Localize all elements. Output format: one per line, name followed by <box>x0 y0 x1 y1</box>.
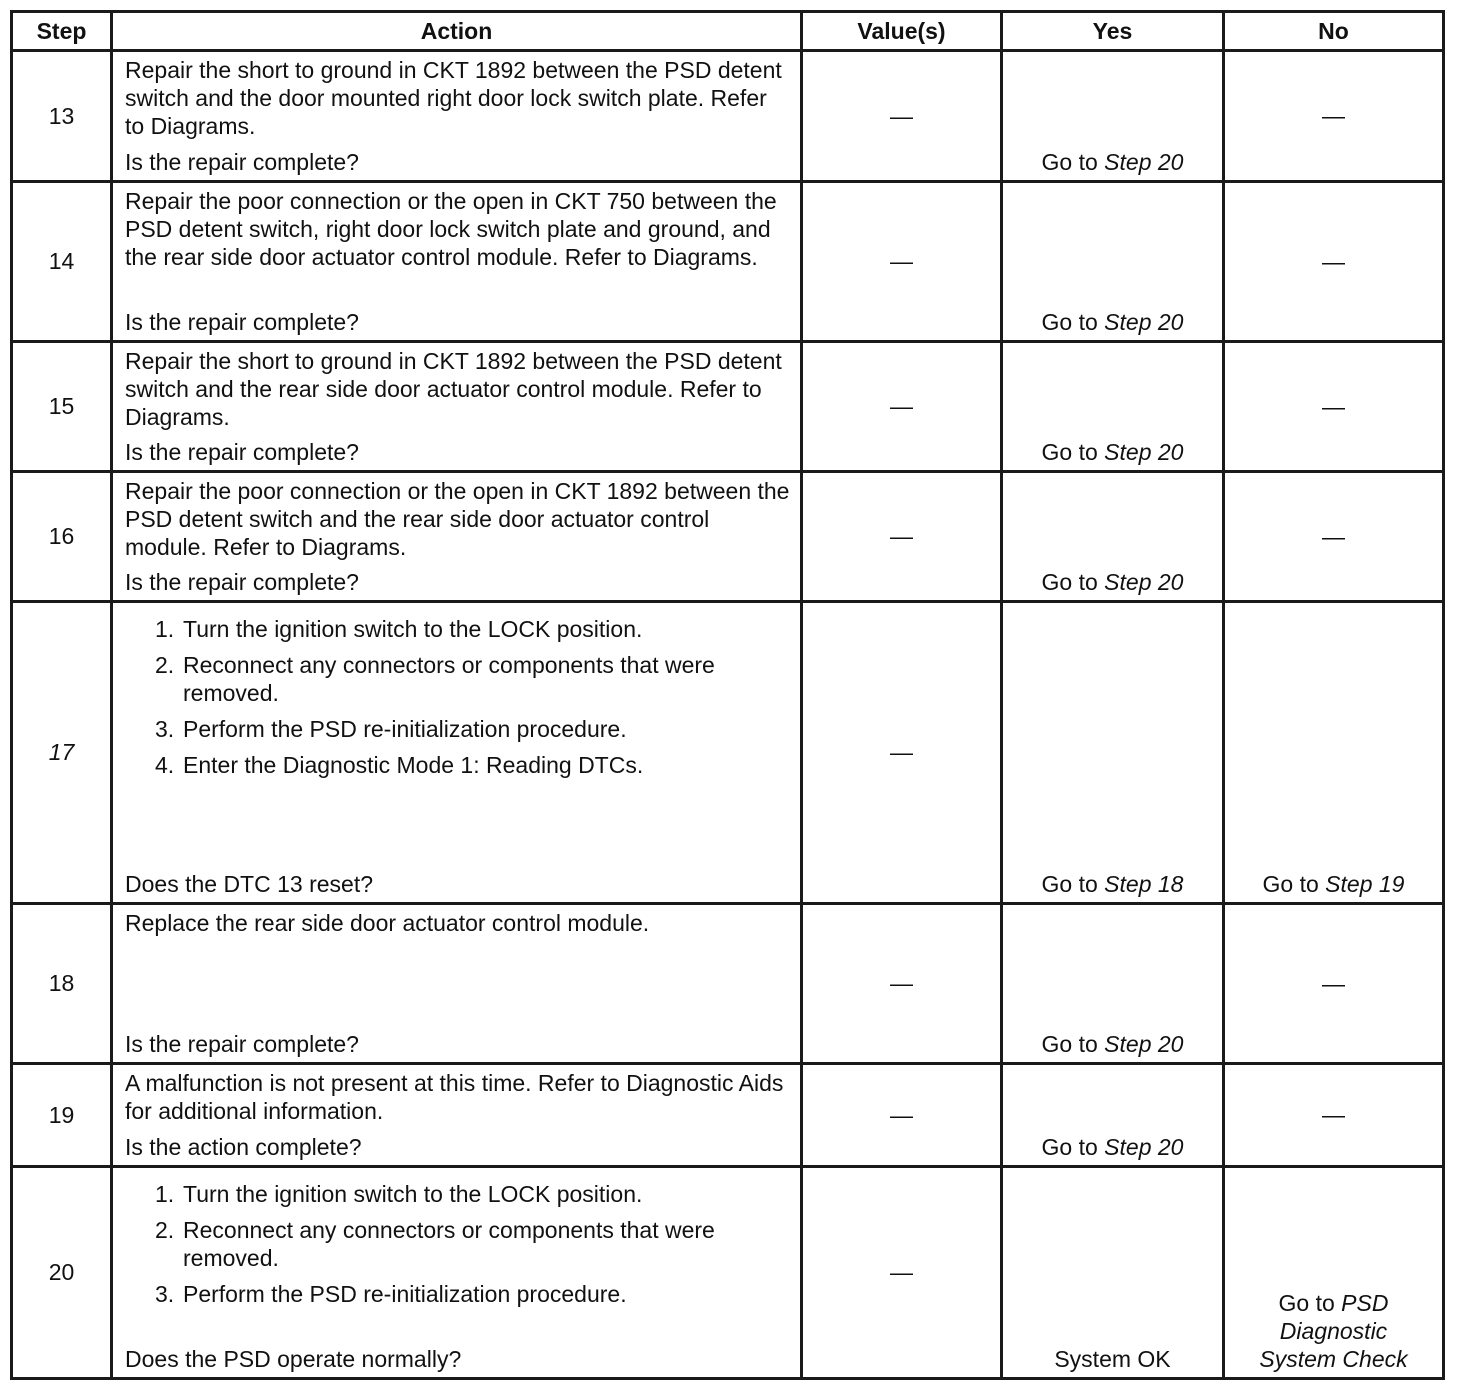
action-text: Repair the poor connection or the open in CKT 1892 between the PSD detent switch and the rear side door actuator control module. Refer to Diagrams. <box>125 478 790 560</box>
list-item <box>155 1180 790 1208</box>
value-cell: — <box>802 182 1002 342</box>
list-item <box>155 1216 790 1272</box>
yes-result <box>1003 1133 1222 1161</box>
action-cell <box>112 342 802 472</box>
yes-cell <box>1002 602 1224 904</box>
action-cell <box>112 602 802 904</box>
list-item <box>155 615 790 643</box>
yes-cell <box>1002 342 1224 472</box>
action-question: Is the repair complete? <box>125 439 359 465</box>
no-result: — <box>1322 970 1345 996</box>
list-item <box>155 1280 790 1308</box>
no-cell <box>1224 472 1444 602</box>
table-row <box>12 602 1444 904</box>
list-item-number: 3. <box>155 1281 175 1307</box>
yes-result <box>1003 1030 1222 1058</box>
table-row <box>12 342 1444 472</box>
list-item-number: 2. <box>155 1217 175 1243</box>
list-item-text: Reconnect any connectors or components that were removed. <box>183 1217 715 1271</box>
yes-target-link[interactable]: Step 20 <box>1104 1031 1184 1057</box>
no-result: — <box>1322 393 1345 419</box>
action-question: Is the repair complete? <box>125 309 359 335</box>
action-cell <box>112 904 802 1064</box>
list-item-number: 1. <box>155 1181 175 1207</box>
action-cell <box>112 182 802 342</box>
no-cell <box>1224 1064 1444 1167</box>
list-item-text: Reconnect any connectors or components that were removed. <box>183 652 715 706</box>
yes-cell <box>1002 182 1224 342</box>
list-item-text: Enter the Diagnostic Mode 1: Reading DTCs. <box>183 752 644 778</box>
header-row <box>12 12 1444 51</box>
yes-cell <box>1002 472 1224 602</box>
yes-cell <box>1002 1167 1224 1379</box>
step-number: 19 <box>12 1064 112 1167</box>
no-cell <box>1224 51 1444 182</box>
list-item <box>155 651 790 707</box>
list-item-text: Turn the ignition switch to the LOCK position. <box>183 616 643 642</box>
action-text: A malfunction is not present at this time. Refer to Diagnostic Aids for additional information. <box>125 1070 784 1124</box>
no-target-link[interactable]: PSD <box>1341 1290 1389 1316</box>
yes-prefix: Go to <box>1041 439 1105 465</box>
no-target-link[interactable]: Diagnostic <box>1279 1318 1388 1344</box>
action-question: Does the DTC 13 reset? <box>125 871 374 897</box>
yes-target-link[interactable]: Step 20 <box>1104 1134 1184 1160</box>
step-number: 17 <box>12 602 112 904</box>
yes-target-link[interactable]: Step 20 <box>1104 569 1184 595</box>
table-row <box>12 1064 1444 1167</box>
list-item-number: 2. <box>155 652 175 678</box>
table-row <box>12 182 1444 342</box>
yes-result <box>1003 148 1222 176</box>
action-question: Is the action complete? <box>125 1134 362 1160</box>
no-result <box>1225 1289 1442 1373</box>
header-values: Value(s) <box>802 12 1002 51</box>
yes-cell <box>1002 51 1224 182</box>
step-number: 14 <box>12 182 112 342</box>
list-item-text: Turn the ignition switch to the LOCK position. <box>183 1181 643 1207</box>
value-cell: — <box>802 1064 1002 1167</box>
list-item-number: 4. <box>155 752 175 778</box>
list-item <box>155 715 790 743</box>
yes-cell <box>1002 904 1224 1064</box>
action-question: Is the repair complete? <box>125 149 359 175</box>
value-cell: — <box>802 51 1002 182</box>
no-cell <box>1224 342 1444 472</box>
header-action: Action <box>112 12 802 51</box>
list-item-text: Perform the PSD re-initialization procedure. <box>183 716 627 742</box>
yes-cell <box>1002 1064 1224 1167</box>
list-item <box>155 751 790 779</box>
no-cell <box>1224 602 1444 904</box>
no-result: — <box>1322 523 1345 549</box>
table-row <box>12 472 1444 602</box>
action-cell <box>112 472 802 602</box>
value-cell: — <box>802 904 1002 1064</box>
yes-result <box>1003 438 1222 466</box>
no-prefix: Go to <box>1262 871 1326 897</box>
no-result: — <box>1322 102 1345 129</box>
action-cell <box>112 51 802 182</box>
no-target-link[interactable]: System Check <box>1259 1346 1408 1372</box>
list-item-number: 1. <box>155 616 175 642</box>
no-cell <box>1224 182 1444 342</box>
table-row <box>12 904 1444 1064</box>
action-steps-list <box>125 615 790 787</box>
action-text: Repair the poor connection or the open in CKT 750 between the PSD detent switch, right door lock switch plate and ground, and the rear side door actuator control module. Refer to Diagrams. <box>125 188 777 270</box>
step-number: 15 <box>12 342 112 472</box>
yes-target-link[interactable]: Step 20 <box>1104 149 1184 175</box>
no-cell <box>1224 904 1444 1064</box>
value-cell: — <box>802 342 1002 472</box>
yes-result <box>1003 308 1222 336</box>
no-result: — <box>1322 248 1345 274</box>
action-text: Repair the short to ground in CKT 1892 between the PSD detent switch and the door mounted right door lock switch plate. Refer to Diagrams. <box>125 57 782 139</box>
no-target-link[interactable]: Step 19 <box>1325 871 1405 897</box>
step-number: 18 <box>12 904 112 1064</box>
action-cell <box>112 1064 802 1167</box>
action-question: Does the PSD operate normally? <box>125 1346 462 1372</box>
yes-result <box>1003 870 1222 898</box>
yes-prefix: Go to <box>1041 1031 1105 1057</box>
list-item-text: Perform the PSD re-initialization procedure. <box>183 1281 627 1307</box>
yes-prefix: Go to <box>1041 149 1105 175</box>
action-steps-list <box>125 1180 790 1316</box>
yes-prefix: Go to <box>1041 569 1105 595</box>
header-step: Step <box>12 12 112 51</box>
yes-target-link[interactable]: Step 20 <box>1104 439 1184 465</box>
no-prefix: Go to <box>1278 1290 1342 1316</box>
diagnostic-table <box>10 10 1445 1380</box>
value-cell: — <box>802 472 1002 602</box>
step-number: 16 <box>12 472 112 602</box>
no-result: — <box>1322 1101 1345 1128</box>
header-no: No <box>1224 12 1444 51</box>
action-question: Is the repair complete? <box>125 1031 359 1057</box>
value-cell: — <box>802 1167 1002 1379</box>
action-cell <box>112 1167 802 1379</box>
yes-prefix: Go to <box>1041 871 1105 897</box>
yes-prefix: Go to <box>1041 309 1105 335</box>
yes-result: System OK <box>1054 1346 1171 1372</box>
action-question: Is the repair complete? <box>125 569 359 595</box>
no-result <box>1225 870 1442 898</box>
yes-prefix: Go to <box>1041 1134 1105 1160</box>
list-item-number: 3. <box>155 716 175 742</box>
header-yes: Yes <box>1002 12 1224 51</box>
action-text: Replace the rear side door actuator control module. <box>125 910 650 936</box>
action-text: Repair the short to ground in CKT 1892 between the PSD detent switch and the rear side door actuator control module. Refer to Diagrams. <box>125 348 782 430</box>
value-cell: — <box>802 602 1002 904</box>
step-number: 13 <box>12 51 112 182</box>
yes-target-link[interactable]: Step 18 <box>1104 871 1184 897</box>
yes-result <box>1003 568 1222 596</box>
yes-target-link[interactable]: Step 20 <box>1104 309 1184 335</box>
no-cell <box>1224 1167 1444 1379</box>
table-row <box>12 51 1444 182</box>
table-row <box>12 1167 1444 1379</box>
step-number: 20 <box>12 1167 112 1379</box>
